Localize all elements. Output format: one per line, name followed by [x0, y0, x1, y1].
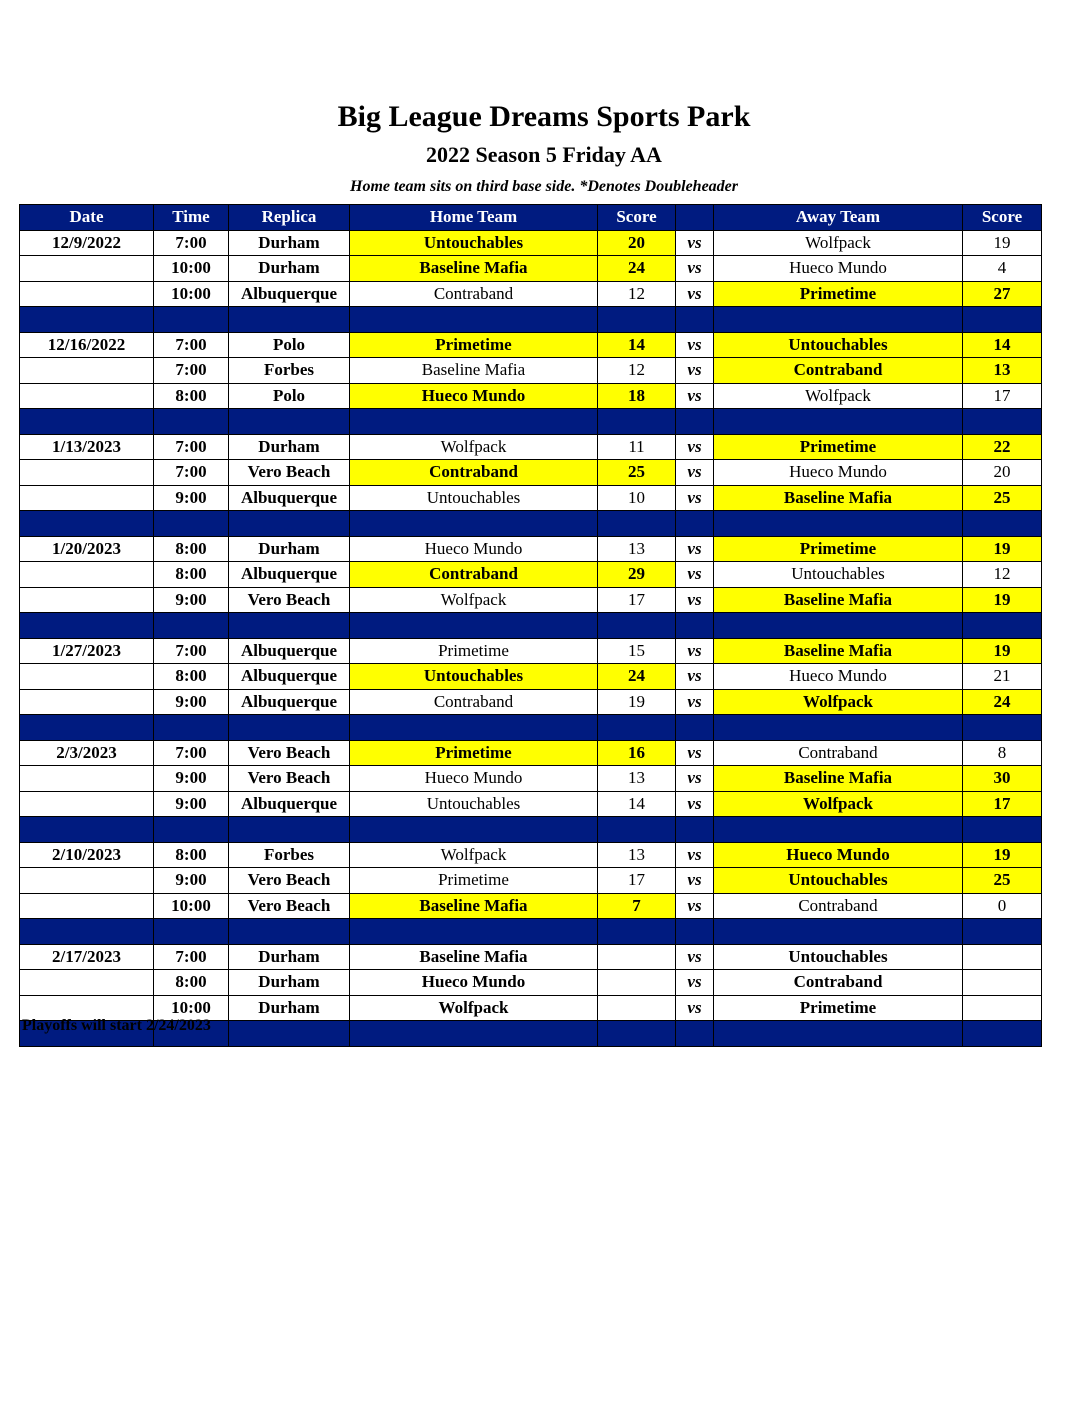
away-score: 8	[963, 740, 1042, 766]
separator-cell	[598, 817, 676, 843]
home-score: 13	[598, 842, 676, 868]
game-date: 1/20/2023	[20, 536, 154, 562]
separator-cell	[229, 511, 350, 537]
away-score: 21	[963, 664, 1042, 690]
game-time: 7:00	[154, 944, 229, 970]
game-row	[20, 536, 1042, 562]
away-score: 19	[963, 638, 1042, 664]
game-date	[20, 256, 154, 282]
away-team: Hueco Mundo	[714, 664, 963, 690]
home-score: 29	[598, 562, 676, 588]
game-field: Albuquerque	[229, 281, 350, 307]
game-field: Durham	[229, 434, 350, 460]
separator-cell	[676, 1021, 714, 1047]
game-date	[20, 383, 154, 409]
game-field: Albuquerque	[229, 689, 350, 715]
away-team: Untouchables	[714, 562, 963, 588]
separator-cell	[154, 613, 229, 639]
game-row	[20, 944, 1042, 970]
separator-cell	[350, 919, 598, 945]
game-row	[20, 893, 1042, 919]
away-score: 0	[963, 893, 1042, 919]
vs-label: vs	[676, 893, 714, 919]
game-time: 8:00	[154, 536, 229, 562]
separator-cell	[714, 307, 963, 333]
home-score: 10	[598, 485, 676, 511]
game-row	[20, 358, 1042, 384]
separator-cell	[598, 613, 676, 639]
game-row	[20, 383, 1042, 409]
away-score: 19	[963, 230, 1042, 256]
home-team: Primetime	[350, 638, 598, 664]
game-time: 7:00	[154, 434, 229, 460]
away-team: Wolfpack	[714, 689, 963, 715]
game-field: Vero Beach	[229, 460, 350, 486]
away-score: 4	[963, 256, 1042, 282]
away-team: Hueco Mundo	[714, 842, 963, 868]
home-team: Hueco Mundo	[350, 766, 598, 792]
away-score	[963, 970, 1042, 996]
game-field: Albuquerque	[229, 485, 350, 511]
separator-cell	[350, 511, 598, 537]
game-row	[20, 562, 1042, 588]
separator-cell	[598, 715, 676, 741]
home-team: Wolfpack	[350, 434, 598, 460]
away-team: Wolfpack	[714, 791, 963, 817]
game-time: 9:00	[154, 689, 229, 715]
home-team: Contraband	[350, 689, 598, 715]
vs-label: vs	[676, 485, 714, 511]
game-field: Durham	[229, 944, 350, 970]
separator-cell	[20, 613, 154, 639]
separator-cell	[963, 409, 1042, 435]
game-date: 12/9/2022	[20, 230, 154, 256]
schedule-body	[20, 230, 1042, 1046]
separator-cell	[714, 715, 963, 741]
vs-label: vs	[676, 995, 714, 1021]
schedule-note: Home team sits on third base side. *Denotes Doubleheader	[350, 178, 738, 195]
home-score	[598, 970, 676, 996]
game-row	[20, 638, 1042, 664]
vs-label: vs	[676, 256, 714, 282]
home-team: Untouchables	[350, 791, 598, 817]
vs-label: vs	[676, 868, 714, 894]
game-field: Durham	[229, 230, 350, 256]
away-score: 19	[963, 842, 1042, 868]
game-field: Albuquerque	[229, 791, 350, 817]
home-score: 14	[598, 332, 676, 358]
separator-cell	[20, 715, 154, 741]
game-time: 10:00	[154, 281, 229, 307]
game-field: Forbes	[229, 842, 350, 868]
separator-cell	[229, 715, 350, 741]
game-row	[20, 485, 1042, 511]
home-score: 16	[598, 740, 676, 766]
separator-cell	[229, 307, 350, 333]
week-separator	[20, 919, 1042, 945]
game-date	[20, 766, 154, 792]
separator-cell	[598, 511, 676, 537]
game-field: Vero Beach	[229, 740, 350, 766]
home-score: 13	[598, 766, 676, 792]
game-date	[20, 689, 154, 715]
game-date: 2/17/2023	[20, 944, 154, 970]
away-score: 22	[963, 434, 1042, 460]
game-field: Durham	[229, 995, 350, 1021]
home-team: Untouchables	[350, 230, 598, 256]
game-row	[20, 256, 1042, 282]
away-score: 25	[963, 868, 1042, 894]
game-time: 8:00	[154, 970, 229, 996]
separator-cell	[598, 1021, 676, 1047]
away-score: 27	[963, 281, 1042, 307]
home-team: Primetime	[350, 740, 598, 766]
game-row	[20, 587, 1042, 613]
separator-cell	[350, 613, 598, 639]
header-row	[20, 205, 1042, 231]
away-team: Untouchables	[714, 332, 963, 358]
game-time: 7:00	[154, 332, 229, 358]
home-team: Baseline Mafia	[350, 358, 598, 384]
vs-label: vs	[676, 281, 714, 307]
separator-cell	[20, 511, 154, 537]
away-score: 24	[963, 689, 1042, 715]
away-score: 14	[963, 332, 1042, 358]
vs-label: vs	[676, 434, 714, 460]
separator-cell	[598, 919, 676, 945]
separator-cell	[714, 409, 963, 435]
game-time: 8:00	[154, 664, 229, 690]
header-away-team: Away Team	[714, 205, 963, 231]
game-date: 2/10/2023	[20, 842, 154, 868]
home-team: Primetime	[350, 332, 598, 358]
away-score	[963, 995, 1042, 1021]
separator-cell	[20, 919, 154, 945]
separator-cell	[963, 1021, 1042, 1047]
header-home-score: Score	[598, 205, 676, 231]
separator-cell	[154, 511, 229, 537]
home-score: 19	[598, 689, 676, 715]
away-team: Wolfpack	[714, 230, 963, 256]
game-row	[20, 332, 1042, 358]
away-team: Contraband	[714, 893, 963, 919]
game-time: 10:00	[154, 995, 229, 1021]
home-team: Wolfpack	[350, 587, 598, 613]
separator-cell	[154, 919, 229, 945]
home-team: Baseline Mafia	[350, 893, 598, 919]
separator-cell	[20, 409, 154, 435]
header-away-score: Score	[963, 205, 1042, 231]
away-team: Wolfpack	[714, 383, 963, 409]
separator-cell	[714, 613, 963, 639]
game-time: 8:00	[154, 842, 229, 868]
away-score: 12	[963, 562, 1042, 588]
away-team: Primetime	[714, 536, 963, 562]
game-date	[20, 281, 154, 307]
game-row	[20, 230, 1042, 256]
vs-label: vs	[676, 638, 714, 664]
game-row	[20, 460, 1042, 486]
home-team: Wolfpack	[350, 842, 598, 868]
separator-cell	[676, 511, 714, 537]
game-row	[20, 689, 1042, 715]
away-score: 20	[963, 460, 1042, 486]
away-team: Untouchables	[714, 944, 963, 970]
home-score: 18	[598, 383, 676, 409]
away-team: Untouchables	[714, 868, 963, 894]
away-team: Contraband	[714, 358, 963, 384]
away-score: 19	[963, 536, 1042, 562]
game-field: Albuquerque	[229, 664, 350, 690]
home-team: Contraband	[350, 281, 598, 307]
game-field: Vero Beach	[229, 587, 350, 613]
game-date	[20, 587, 154, 613]
page-subtitle: 2022 Season 5 Friday AA	[426, 142, 662, 167]
week-separator	[20, 817, 1042, 843]
vs-label: vs	[676, 536, 714, 562]
game-time: 8:00	[154, 562, 229, 588]
separator-cell	[350, 307, 598, 333]
header-date: Date	[20, 205, 154, 231]
separator-cell	[963, 307, 1042, 333]
game-field: Durham	[229, 536, 350, 562]
game-date: 1/27/2023	[20, 638, 154, 664]
game-row	[20, 842, 1042, 868]
home-score: 11	[598, 434, 676, 460]
away-team: Contraband	[714, 970, 963, 996]
home-team: Wolfpack	[350, 995, 598, 1021]
separator-cell	[229, 1021, 350, 1047]
away-team: Contraband	[714, 740, 963, 766]
home-score: 17	[598, 587, 676, 613]
game-date	[20, 664, 154, 690]
game-date	[20, 358, 154, 384]
home-score	[598, 995, 676, 1021]
separator-cell	[676, 409, 714, 435]
game-field: Polo	[229, 332, 350, 358]
home-team: Contraband	[350, 562, 598, 588]
game-date	[20, 791, 154, 817]
game-row	[20, 281, 1042, 307]
game-row	[20, 434, 1042, 460]
home-team: Primetime	[350, 868, 598, 894]
home-score: 7	[598, 893, 676, 919]
game-time: 7:00	[154, 230, 229, 256]
game-time: 9:00	[154, 766, 229, 792]
separator-cell	[963, 817, 1042, 843]
separator-cell	[350, 1021, 598, 1047]
game-row	[20, 766, 1042, 792]
header-vs	[676, 205, 714, 231]
away-score: 17	[963, 383, 1042, 409]
home-team: Untouchables	[350, 485, 598, 511]
game-time: 7:00	[154, 460, 229, 486]
home-team: Hueco Mundo	[350, 536, 598, 562]
separator-cell	[963, 511, 1042, 537]
home-score: 12	[598, 358, 676, 384]
away-score: 30	[963, 766, 1042, 792]
schedule-table	[19, 204, 1042, 1047]
separator-cell	[676, 307, 714, 333]
game-time: 7:00	[154, 358, 229, 384]
playoffs-note: Playoffs will start 2/24/2023	[22, 1017, 211, 1034]
separator-cell	[229, 613, 350, 639]
separator-cell	[714, 511, 963, 537]
game-field: Albuquerque	[229, 638, 350, 664]
separator-cell	[676, 613, 714, 639]
game-date: 12/16/2022	[20, 332, 154, 358]
home-score: 20	[598, 230, 676, 256]
game-time: 9:00	[154, 791, 229, 817]
vs-label: vs	[676, 689, 714, 715]
vs-label: vs	[676, 970, 714, 996]
away-team: Baseline Mafia	[714, 485, 963, 511]
separator-cell	[714, 919, 963, 945]
away-team: Primetime	[714, 434, 963, 460]
vs-label: vs	[676, 358, 714, 384]
week-separator	[20, 511, 1042, 537]
separator-cell	[676, 817, 714, 843]
game-field: Forbes	[229, 358, 350, 384]
game-time: 7:00	[154, 740, 229, 766]
away-score: 19	[963, 587, 1042, 613]
away-team: Hueco Mundo	[714, 460, 963, 486]
header-home-team: Home Team	[350, 205, 598, 231]
game-time: 7:00	[154, 638, 229, 664]
away-score: 25	[963, 485, 1042, 511]
separator-cell	[154, 817, 229, 843]
game-time: 9:00	[154, 868, 229, 894]
home-team: Untouchables	[350, 664, 598, 690]
week-separator	[20, 409, 1042, 435]
vs-label: vs	[676, 766, 714, 792]
separator-cell	[229, 919, 350, 945]
vs-label: vs	[676, 230, 714, 256]
home-score	[598, 944, 676, 970]
game-date	[20, 460, 154, 486]
game-field: Albuquerque	[229, 562, 350, 588]
game-time: 9:00	[154, 485, 229, 511]
game-field: Vero Beach	[229, 893, 350, 919]
separator-cell	[154, 715, 229, 741]
home-team: Baseline Mafia	[350, 944, 598, 970]
game-date	[20, 868, 154, 894]
away-team: Primetime	[714, 995, 963, 1021]
away-team: Baseline Mafia	[714, 766, 963, 792]
home-score: 24	[598, 256, 676, 282]
separator-cell	[350, 715, 598, 741]
vs-label: vs	[676, 842, 714, 868]
week-separator	[20, 715, 1042, 741]
separator-cell	[154, 409, 229, 435]
game-row	[20, 740, 1042, 766]
home-score: 17	[598, 868, 676, 894]
game-time: 10:00	[154, 893, 229, 919]
separator-cell	[20, 817, 154, 843]
separator-cell	[598, 307, 676, 333]
home-score: 12	[598, 281, 676, 307]
away-team: Baseline Mafia	[714, 587, 963, 613]
away-team: Primetime	[714, 281, 963, 307]
vs-label: vs	[676, 460, 714, 486]
separator-cell	[963, 715, 1042, 741]
home-score: 14	[598, 791, 676, 817]
away-score	[963, 944, 1042, 970]
home-team: Hueco Mundo	[350, 383, 598, 409]
game-date	[20, 970, 154, 996]
separator-cell	[229, 409, 350, 435]
vs-label: vs	[676, 740, 714, 766]
game-date	[20, 485, 154, 511]
game-date: 1/13/2023	[20, 434, 154, 460]
game-time: 8:00	[154, 383, 229, 409]
game-time: 10:00	[154, 256, 229, 282]
separator-cell	[20, 307, 154, 333]
home-team: Contraband	[350, 460, 598, 486]
vs-label: vs	[676, 664, 714, 690]
game-field: Vero Beach	[229, 868, 350, 894]
game-row	[20, 868, 1042, 894]
game-time: 9:00	[154, 587, 229, 613]
home-score: 13	[598, 536, 676, 562]
separator-cell	[714, 1021, 963, 1047]
vs-label: vs	[676, 587, 714, 613]
vs-label: vs	[676, 791, 714, 817]
separator-cell	[229, 817, 350, 843]
away-team: Hueco Mundo	[714, 256, 963, 282]
vs-label: vs	[676, 562, 714, 588]
week-separator	[20, 613, 1042, 639]
away-score: 17	[963, 791, 1042, 817]
away-score: 13	[963, 358, 1042, 384]
game-field: Durham	[229, 970, 350, 996]
home-team: Baseline Mafia	[350, 256, 598, 282]
game-field: Polo	[229, 383, 350, 409]
game-date: 2/3/2023	[20, 740, 154, 766]
separator-cell	[350, 409, 598, 435]
home-score: 15	[598, 638, 676, 664]
vs-label: vs	[676, 332, 714, 358]
separator-cell	[676, 919, 714, 945]
page-title: Big League Dreams Sports Park	[337, 100, 751, 133]
separator-cell	[963, 613, 1042, 639]
separator-cell	[598, 409, 676, 435]
game-row	[20, 664, 1042, 690]
separator-cell	[676, 715, 714, 741]
game-row	[20, 970, 1042, 996]
separator-cell	[154, 307, 229, 333]
game-date	[20, 562, 154, 588]
header-replica: Replica	[229, 205, 350, 231]
vs-label: vs	[676, 944, 714, 970]
game-row	[20, 791, 1042, 817]
separator-cell	[963, 919, 1042, 945]
game-field: Vero Beach	[229, 766, 350, 792]
game-date	[20, 893, 154, 919]
header-time: Time	[154, 205, 229, 231]
home-team: Hueco Mundo	[350, 970, 598, 996]
vs-label: vs	[676, 383, 714, 409]
away-team: Baseline Mafia	[714, 638, 963, 664]
game-field: Durham	[229, 256, 350, 282]
week-separator	[20, 307, 1042, 333]
separator-cell	[350, 817, 598, 843]
home-score: 24	[598, 664, 676, 690]
home-score: 25	[598, 460, 676, 486]
separator-cell	[714, 817, 963, 843]
